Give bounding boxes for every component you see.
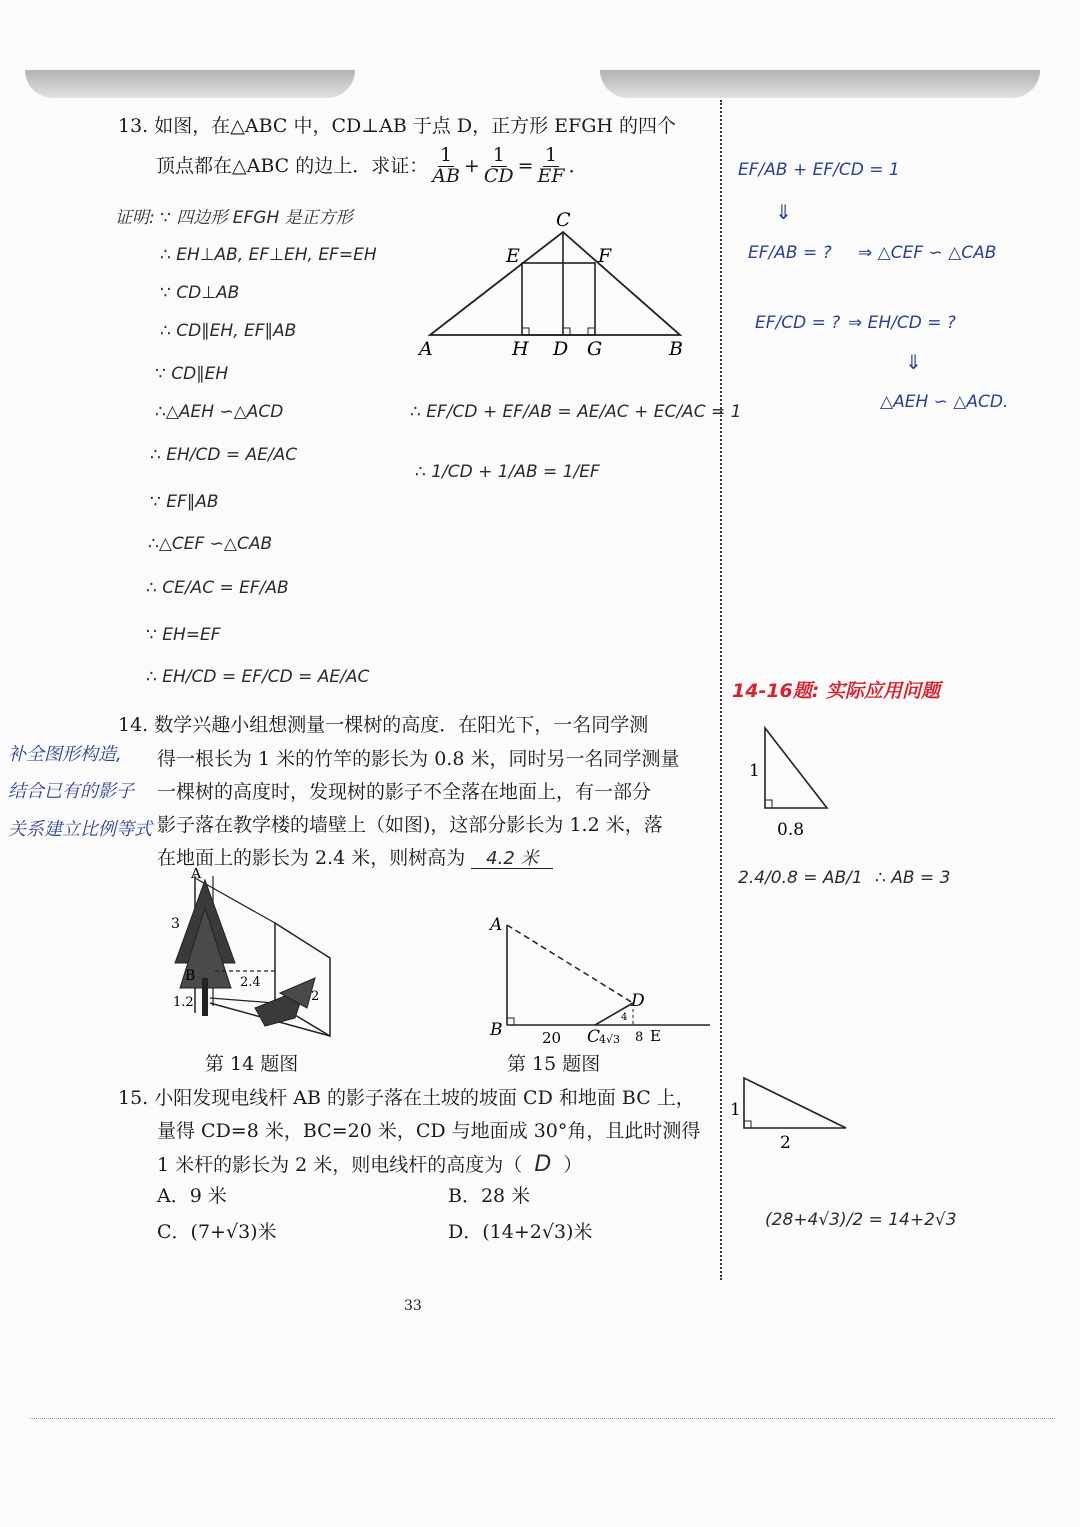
- q15-option-a: A．9 米: [157, 1185, 227, 1207]
- column-divider: [720, 100, 722, 1280]
- proof-right-1: ∴ EF/CD + EF/AB = AE/AC + EC/AC = 1: [410, 402, 742, 422]
- q15-option-c: C．(7+√3)米: [157, 1221, 277, 1243]
- proof-line-5: ∵ CD∥EH: [155, 364, 229, 384]
- plus-sign: +: [463, 154, 480, 177]
- q15-label-D: D: [631, 991, 645, 1011]
- frac-num: 1: [492, 144, 505, 166]
- proof-line-11: ∵ EH=EF: [146, 625, 221, 645]
- q14-label-A: A: [191, 868, 202, 882]
- tri2-side: 1: [730, 1100, 741, 1120]
- top-decoration-right: [600, 70, 1040, 98]
- label-B: B: [669, 338, 683, 360]
- proof-line-9: ∴△CEF ∽△CAB: [148, 534, 273, 554]
- q15-label-4: 4: [621, 1012, 628, 1023]
- q15-option-b: B．28 米: [448, 1185, 531, 1207]
- q15-line3-end: ）: [563, 1154, 583, 1176]
- note-aeh-acd: △AEH ∽ △ACD.: [880, 392, 1009, 412]
- frac-den: EF: [537, 164, 565, 187]
- note-eq1b: ∴ AB = 3: [875, 868, 951, 888]
- label-A: A: [419, 338, 433, 360]
- q15-label-B: B: [490, 1020, 503, 1040]
- note-ef-ab: EF/AB = ?: [748, 243, 832, 263]
- q14-side-note-3: 关系建立比例等式: [8, 819, 152, 840]
- proof-right-2: ∴ 1/CD + 1/AB = 1/EF: [415, 462, 600, 482]
- q15-caption: 第 15 题图: [507, 1053, 601, 1075]
- q14-answer-blank: 4.2 米: [471, 850, 553, 869]
- q15-line3: [157, 1154, 582, 1176]
- page-number: 33: [404, 1298, 422, 1314]
- q14-figure: [165, 868, 345, 1048]
- note-ef-cd: EF/CD = ?: [755, 313, 841, 333]
- q15-label-8: 8: [635, 1030, 644, 1045]
- label-D: D: [553, 338, 569, 360]
- proof-line-3: ∵ CD⊥AB: [160, 283, 240, 303]
- q14-label-3: 3: [171, 916, 180, 932]
- equals-sign: =: [517, 154, 534, 177]
- q15-line3-text: 1 米杆的影长为 2 米，则电线杆的高度为（: [157, 1154, 523, 1176]
- proof-line-7: ∴ EH/CD = AE/AC: [150, 445, 298, 465]
- down-arrow-icon-2: ⇓: [905, 350, 922, 374]
- frac-num: 1: [440, 144, 453, 166]
- q13-frac-ab: [430, 146, 462, 187]
- q15-option-d: D．(14+2√3)米: [448, 1221, 593, 1243]
- note-eq2: (28+4√3)/2 = 14+2√3: [765, 1210, 957, 1230]
- q14-line5: [157, 849, 553, 869]
- period: ．: [568, 154, 588, 177]
- note-eh-cd: ⇒ EH/CD = ?: [848, 313, 956, 333]
- note-ef-sum: EF/AB + EF/CD = 1: [738, 160, 900, 180]
- label-C: C: [556, 210, 571, 231]
- q13-frac-ef: [536, 146, 567, 187]
- proof-line-10: ∴ CE/AC = EF/AB: [146, 578, 289, 598]
- proof-line-2: ∴ EH⊥AB, EF⊥EH, EF=EH: [160, 245, 377, 265]
- q14-side-note-2: 结合已有的影子: [8, 781, 134, 802]
- q14-line5-text: 在地面上的影长为 2.4 米，则树高为: [157, 847, 466, 869]
- proof-line-6: ∴△AEH ∽△ACD: [155, 402, 284, 422]
- q15-line2: 量得 CD=8 米，BC=20 米，CD 与地面成 30°角，且此时测得: [157, 1120, 701, 1142]
- frac-den: CD: [483, 164, 514, 187]
- proof-line-1: 证明: ∵ 四边形 EFGH 是正方形: [115, 208, 353, 228]
- label-E: E: [506, 245, 520, 267]
- q14-line4: 影子落在教学楼的墙壁上（如图)，这部分影长为 1.2 米，落: [157, 814, 663, 836]
- frac-den: AB: [432, 164, 460, 187]
- q15-figure: [485, 910, 715, 1050]
- q13-line2-text: 顶点都在△ABC 的边上．求证：: [156, 154, 429, 177]
- q14-caption: 第 14 题图: [205, 1053, 299, 1075]
- q15-answer: D: [534, 1152, 552, 1177]
- q15-label-4r3: 4√3: [599, 1033, 621, 1046]
- q14-side-note-1: 补全图形构造,: [8, 744, 122, 765]
- note-triangle-2: [728, 1070, 853, 1155]
- q14-label-B: B: [185, 968, 196, 984]
- tri1-base: 0.8: [777, 820, 805, 840]
- frac-num: 1: [545, 144, 558, 166]
- q15-label-C: C: [587, 1027, 601, 1047]
- q14-label-2-4: 2.4: [240, 975, 261, 990]
- q15-line1: 15. 小阳发现电线杆 AB 的影子落在土坡的坡面 CD 和地面 BC 上，: [118, 1087, 695, 1109]
- q13-line1: 13. 如图，在△ABC 中，CD⊥AB 于点 D，正方形 EFGH 的四个: [118, 115, 676, 137]
- q13-line2: [156, 146, 588, 187]
- q14-label-2: 2: [311, 989, 320, 1004]
- label-F: F: [598, 245, 612, 267]
- proof-line-8: ∵ EF∥AB: [150, 492, 219, 512]
- q15-label-20: 20: [542, 1029, 562, 1047]
- label-G: G: [587, 338, 603, 360]
- proof-line-12: ∴ EH/CD = EF/CD = AE/AC: [146, 667, 370, 687]
- red-topic-title: 14-16题: 实际应用问题: [732, 680, 940, 702]
- proof-line-4: ∴ CD∥EH, EF∥AB: [160, 321, 297, 341]
- q14-label-1-2: 1.2: [173, 995, 194, 1010]
- note-triangle-1: [745, 720, 840, 845]
- down-arrow-icon: ⇓: [775, 200, 792, 224]
- top-decoration-left: [25, 70, 355, 98]
- q13-figure: [415, 210, 695, 360]
- bottom-border: [30, 1418, 1055, 1419]
- q15-label-E: E: [650, 1027, 661, 1045]
- tri1-side: 1: [749, 761, 760, 781]
- q13-frac-cd: [482, 146, 516, 187]
- note-eq1: 2.4/0.8 = AB/1: [738, 868, 863, 888]
- q14-line3: 一棵树的高度时，发现树的影子不全落在地面上，有一部分: [157, 781, 652, 803]
- note-cef-cab: ⇒ △CEF ∽ △CAB: [858, 243, 997, 263]
- q14-line2: 得一根长为 1 米的竹竿的影长为 0.8 米，同时另一名同学测量: [157, 748, 680, 770]
- q14-line1: 14. 数学兴趣小组想测量一棵树的高度．在阳光下，一名同学测: [118, 714, 649, 736]
- label-H: H: [512, 338, 529, 360]
- q15-label-A: A: [490, 915, 503, 935]
- tri2-base: 2: [780, 1133, 791, 1153]
